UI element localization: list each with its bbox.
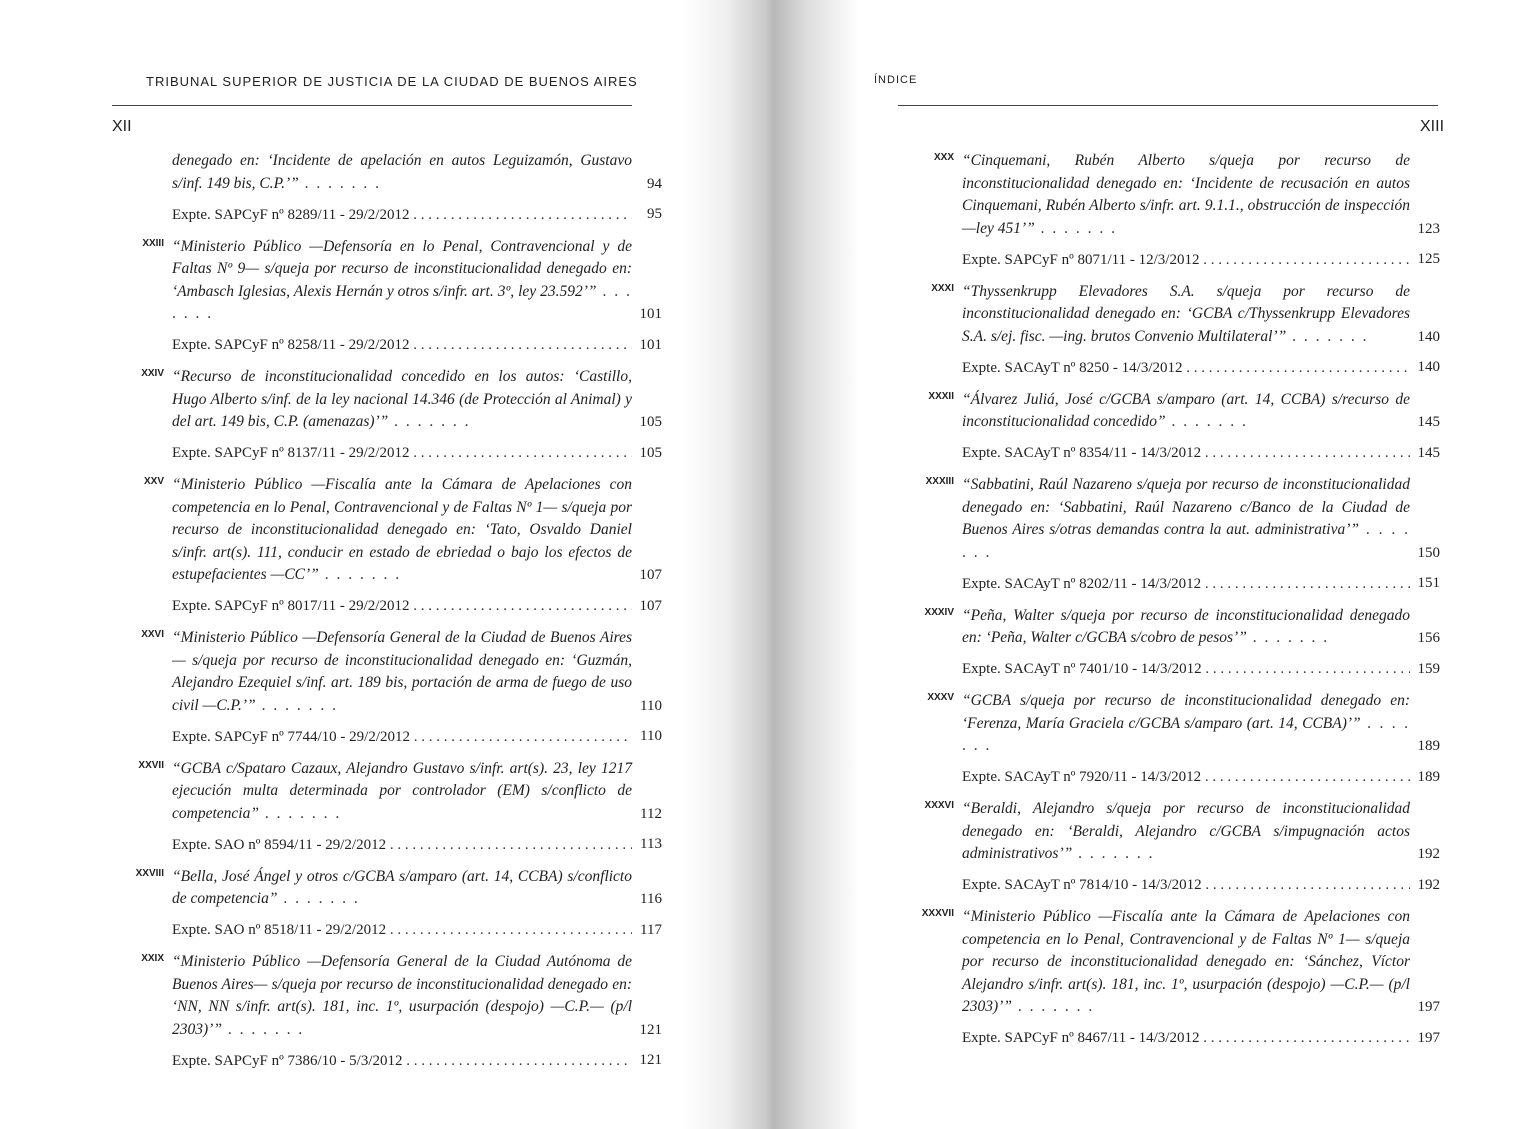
entry-expte: Expte. SACAyT nº 8250 - 14/3/2012 . . . [962, 357, 1410, 379]
leader-dots: . . . . . . . [172, 282, 633, 322]
entry-expte-page-number: 101 [639, 336, 662, 353]
entry-page-number: 145 [1417, 414, 1440, 430]
entry-expte: Expte. SACAyT nº 7814/10 - 14/3/2012 . . . [962, 874, 1410, 896]
entry-page-number: 197 [1417, 999, 1440, 1015]
entry-number: XXV [143, 476, 164, 487]
entry-page-number: 110 [640, 697, 662, 714]
leader-dots: . . . . . . . [1072, 845, 1155, 862]
entry-number: XXXII [928, 390, 954, 402]
entry-number: XXX [933, 152, 954, 163]
leader-dots: . . . . . . . [298, 174, 382, 192]
entry-page-number: 123 [1417, 220, 1440, 237]
leader-dots: . . . . . . . [255, 696, 338, 714]
header-rule [112, 105, 632, 106]
entry-title-row [962, 150, 1440, 240]
running-head: TRIBUNAL SUPERIOR DE JUSTICIA DE LA CIUDAD DE BUENOS AIRES [146, 74, 638, 89]
entry-title-row [172, 150, 662, 195]
entry-number: XXVI [141, 629, 164, 640]
toc-entry [110, 150, 662, 226]
entry-number: XXIII [142, 237, 164, 249]
entry-expte-row [172, 725, 662, 748]
entry-expte-row [962, 442, 1440, 465]
entry-expte: Expte. SAPCyF nº 7744/10 - 29/2/2012 . . . [172, 726, 632, 748]
entry-expte: Expte. SAPCyF nº 8137/11 - 29/2/2012 . . . [172, 442, 632, 464]
toc-entry [900, 389, 1440, 465]
entry-title: “Álvarez Juliá, José c/GCBA s/amparo (art. 14, CCBA) s/recurso de inconstitucionalidad concedido” . . . . . . . [962, 390, 1410, 430]
entry-expte-row [172, 919, 662, 942]
entry-expte-row [172, 442, 662, 465]
leader-dots: . . . . . . . [1246, 629, 1330, 646]
leader-dots: . . . . . . . [1011, 998, 1095, 1015]
entry-number: XXXVII [921, 908, 954, 919]
entry-expte: Expte. SAPCyF nº 8467/11 - 14/3/2012 . . . [962, 1027, 1410, 1049]
header-rule [898, 105, 1438, 106]
entry-page-number: 121 [639, 1021, 662, 1038]
leader-dots: . . . . . . . [1165, 413, 1248, 430]
entry-expte-page-number: 197 [1417, 1029, 1440, 1046]
entry-expte: Expte. SAPCyF nº 8017/11 - 29/2/2012 . . . [172, 595, 632, 617]
right-page [860, 0, 1536, 1129]
entry-page-number: 116 [640, 891, 662, 907]
entry-page-number: 107 [639, 567, 662, 583]
leader-dots: . . . . . . . [277, 890, 360, 907]
entry-title-row [172, 951, 662, 1041]
leader-dots: . . . . . . . [258, 804, 342, 822]
entry-page-number: 94 [647, 175, 662, 192]
entry-expte: Expte. SACAyT nº 8202/11 - 14/3/2012 . . . [962, 573, 1410, 595]
toc-entry [110, 236, 662, 357]
entry-title: “Beraldi, Alejandro s/queja por recurso de inconstitucionalidad denegado en: ‘Beraldi, Alejandro c/GCBA s/impugnación actos administrativos’” . . . . . . . [962, 800, 1410, 862]
entry-title: denegado en: ‘Incidente de apelación en autos Leguizamón, Gustavo s/inf. 149 bis, C.P.’” . . . . . . . [172, 152, 632, 192]
entry-expte-page-number: 110 [640, 728, 662, 744]
entry-page-number: 140 [1417, 328, 1440, 345]
entry-number: XXXV [927, 692, 954, 703]
entry-title-row [172, 758, 662, 826]
entry-number: XXXVI [924, 800, 954, 811]
entry-expte-page-number: 95 [647, 206, 662, 222]
entry-expte: Expte. SAPCyF nº 8071/11 - 12/3/2012 . . . [962, 249, 1410, 271]
toc-entries [900, 150, 1440, 1059]
toc-entry [900, 474, 1440, 595]
toc-entry [900, 690, 1440, 788]
entry-expte-page-number: 159 [1417, 660, 1440, 677]
entry-expte-page-number: 145 [1417, 444, 1440, 461]
entry-expte-row [962, 356, 1440, 379]
entry-expte: Expte. SAO nº 8594/11 - 29/2/2012 . . . [172, 834, 632, 856]
entry-title: “Ministerio Público —Defensoría General de la Ciudad de Buenos Aires— s/queja por recurso de inconstitucionalidad denegado en: ‘Guzmán, Alejandro Ezequiel s/inf. art. 189 bis, portación de arma de fuego de uso civil —C.P.’” . . . . . . . [172, 629, 632, 714]
leader-dots: . . . . . . . [388, 413, 471, 430]
entry-page-number: 189 [1417, 738, 1440, 754]
entry-expte: Expte. SAO nº 8518/11 - 29/2/2012 . . . [172, 919, 632, 941]
leader-dots: . . . . . . . [221, 1020, 305, 1038]
entry-number: XXXIII [925, 476, 954, 487]
entry-number: XXVIII [135, 867, 164, 879]
entry-expte-row [172, 203, 662, 226]
entry-number: XXXI [931, 282, 954, 294]
entry-title-row [962, 389, 1440, 434]
leader-dots: . . . . . . . [962, 521, 1410, 561]
entry-expte-page-number: 117 [640, 921, 662, 938]
entry-expte: Expte. SACAyT nº 7401/10 - 14/3/2012 . . . [962, 658, 1410, 680]
entry-number: XXIV [141, 368, 164, 379]
running-head: ÍNDICE [874, 74, 918, 86]
entry-title-row [962, 798, 1440, 866]
entry-expte: Expte. SAPCyF nº 8289/11 - 29/2/2012 . . . [172, 204, 632, 226]
leader-dots: . . . . . . . [318, 566, 402, 583]
page-folio: XII [112, 118, 132, 135]
toc-entries [110, 150, 662, 1082]
entry-expte-row [962, 248, 1440, 271]
entry-expte-page-number: 151 [1417, 575, 1440, 591]
leader-dots: . . . . . . . [1286, 327, 1369, 345]
entry-title-row [962, 474, 1440, 564]
entry-page-number: 156 [1417, 630, 1440, 646]
entry-expte-row [172, 334, 662, 357]
entry-expte-page-number: 189 [1417, 768, 1440, 785]
entry-number: XXIX [141, 953, 164, 964]
entry-expte: Expte. SACAyT nº 8354/11 - 14/3/2012 . . . [962, 442, 1410, 464]
toc-entry [900, 150, 1440, 271]
entry-expte-page-number: 140 [1417, 359, 1440, 375]
entry-title: “Bella, José Ángel y otros c/GCBA s/amparo (art. 14, CCBA) s/conflicto de competencia” . . . . . . . [172, 867, 632, 907]
entry-title: “Cinquemani, Rubén Alberto s/queja por recurso de inconstitucionalidad denegado en: ‘Incidente de recusación en autos Cinquemani, Rubén Alberto s/infr. art. 9.1.1., obstrucción de inspección —ley 451’” . . . . . . . [962, 152, 1410, 237]
toc-entry [110, 951, 662, 1072]
entry-expte-page-number: 107 [639, 597, 662, 614]
toc-entry [900, 281, 1440, 379]
entry-title: “GCBA c/Spataro Cazaux, Alejandro Gustavo s/infr. art(s). 23, ley 1217 ejecución multa determinada por controlador (EM) s/conflicto de competencia” . . . . . . . [172, 759, 632, 822]
entry-page-number: 192 [1417, 846, 1440, 862]
entry-expte-page-number: 121 [639, 1052, 662, 1068]
entry-title: “Ministerio Público —Fiscalía ante la Cámara de Apelaciones con competencia en lo Penal, Contravencional y de Faltas Nº 1— s/queja por recurso de inconstitucionalidad denegado en: ‘Sánchez, Víctor Alejandro s/infr. art(s). 181, inc. 1º, usurpación (despojo) —C.P.— (p/l 2303)’” . . . . . . . [962, 908, 1410, 1015]
entry-expte-row [962, 572, 1440, 595]
toc-entry [110, 474, 662, 617]
entry-title: “Peña, Walter s/queja por recurso de inconstitucionalidad denegado en: ‘Peña, Walter c/GCBA s/cobro de pesos’” . . . . . . . [962, 606, 1410, 646]
entry-page-number: 105 [639, 414, 662, 430]
entry-title-row [172, 474, 662, 587]
left-page [0, 0, 690, 1129]
entry-expte-page-number: 105 [639, 444, 662, 461]
toc-entry [900, 605, 1440, 681]
entry-title-row [172, 866, 662, 911]
entry-title: “Ministerio Público —Defensoría General de la Ciudad Autónoma de Buenos Aires— s/queja por recurso de inconstitucionalidad denegado en: ‘NN, NN s/infr. art(s). 181, inc. 1º, usurpación (despojo) —C.P.— (p/l 2303)’” . . . . . . . [172, 953, 632, 1038]
leader-dots: . . . . . . . [1034, 219, 1118, 237]
entry-expte-row [962, 658, 1440, 681]
entry-title-row [962, 605, 1440, 650]
entry-expte-row [172, 595, 662, 618]
entry-title: “Recurso de inconstitucionalidad concedido en los autos: ‘Castillo, Hugo Alberto s/inf. de la ley nacional 14.346 (de Protección al Animal) y del art. 149 bis, C.P. (amenazas)’” . . . . . . . [172, 368, 632, 430]
entry-expte-row [962, 874, 1440, 897]
toc-entry [110, 627, 662, 748]
toc-entry [110, 366, 662, 464]
leader-dots: . . . . . . . [962, 714, 1410, 754]
entry-title-row [962, 281, 1440, 349]
toc-entry [110, 866, 662, 942]
entry-page-number: 112 [640, 805, 662, 822]
entry-page-number: 150 [1417, 544, 1440, 561]
entry-page-number: 101 [639, 306, 662, 322]
entry-expte: Expte. SACAyT nº 7920/11 - 14/3/2012 . . . [962, 766, 1410, 788]
entry-title-row [962, 906, 1440, 1019]
entry-number: XXXIV [924, 606, 954, 618]
entry-expte: Expte. SAPCyF nº 8258/11 - 29/2/2012 . . . [172, 334, 632, 356]
toc-entry [900, 798, 1440, 896]
entry-title: “Sabbatini, Raúl Nazareno s/queja por recurso de inconstitucionalidad denegado en: ‘Sabbatini, Raúl Nazareno c/Banco de la Ciudad de Buenos Aires s/otras demandas contra la aut. administrativa’” . . . . . . . [962, 476, 1410, 561]
entry-expte-row [962, 1027, 1440, 1050]
entry-title-row [172, 366, 662, 434]
entry-title-row [962, 690, 1440, 758]
entry-expte-page-number: 113 [640, 836, 662, 852]
entry-expte-page-number: 125 [1417, 251, 1440, 267]
book-gutter-shadow [680, 0, 860, 1129]
entry-expte-page-number: 192 [1417, 876, 1440, 893]
entry-title: “Thyssenkrupp Elevadores S.A. s/queja por recurso de inconstitucionalidad denegado en: ‘GCBA c/Thyssenkrupp Elevadores S.A. s/ej. fisc. —ing. brutos Convenio Multilateral’” . . . . . . . [962, 282, 1410, 345]
entry-title: “Ministerio Público —Fiscalía ante la Cámara de Apelaciones con competencia en lo Penal, Contravencional y de Faltas Nº 1— s/queja por recurso de inconstitucionalidad denegado en: ‘Tato, Osvaldo Daniel s/infr. art(s). 111, conducir en estado de ebriedad o bajo los efectos de estupefacientes —CC’” . . . . . . . [172, 476, 632, 583]
entry-expte-row [962, 766, 1440, 789]
entry-expte-row [172, 833, 662, 856]
entry-expte: Expte. SAPCyF nº 7386/10 - 5/3/2012 . . . [172, 1050, 632, 1072]
toc-entry [900, 906, 1440, 1049]
page-folio: XIII [1420, 118, 1445, 135]
entry-number: XXVII [138, 759, 164, 771]
toc-entry [110, 758, 662, 856]
entry-title: “Ministerio Público —Defensoría en lo Penal, Contravencional y de Faltas Nº 9— s/queja por recurso de inconstitucionalidad denegado en: ‘Ambasch Iglesias, Alexis Hernán y otros s/infr. art. 3º, ley 23.592’” . . . . . . . [172, 237, 633, 322]
entry-title-row [172, 236, 662, 326]
entry-expte-row [172, 1049, 662, 1072]
entry-title: “GCBA s/queja por recurso de inconstitucionalidad denegado en: ‘Ferenza, María Graciela c/GCBA s/amparo (art. 14, CCBA)’” . . . . . . . [962, 692, 1410, 754]
entry-title-row [172, 627, 662, 717]
